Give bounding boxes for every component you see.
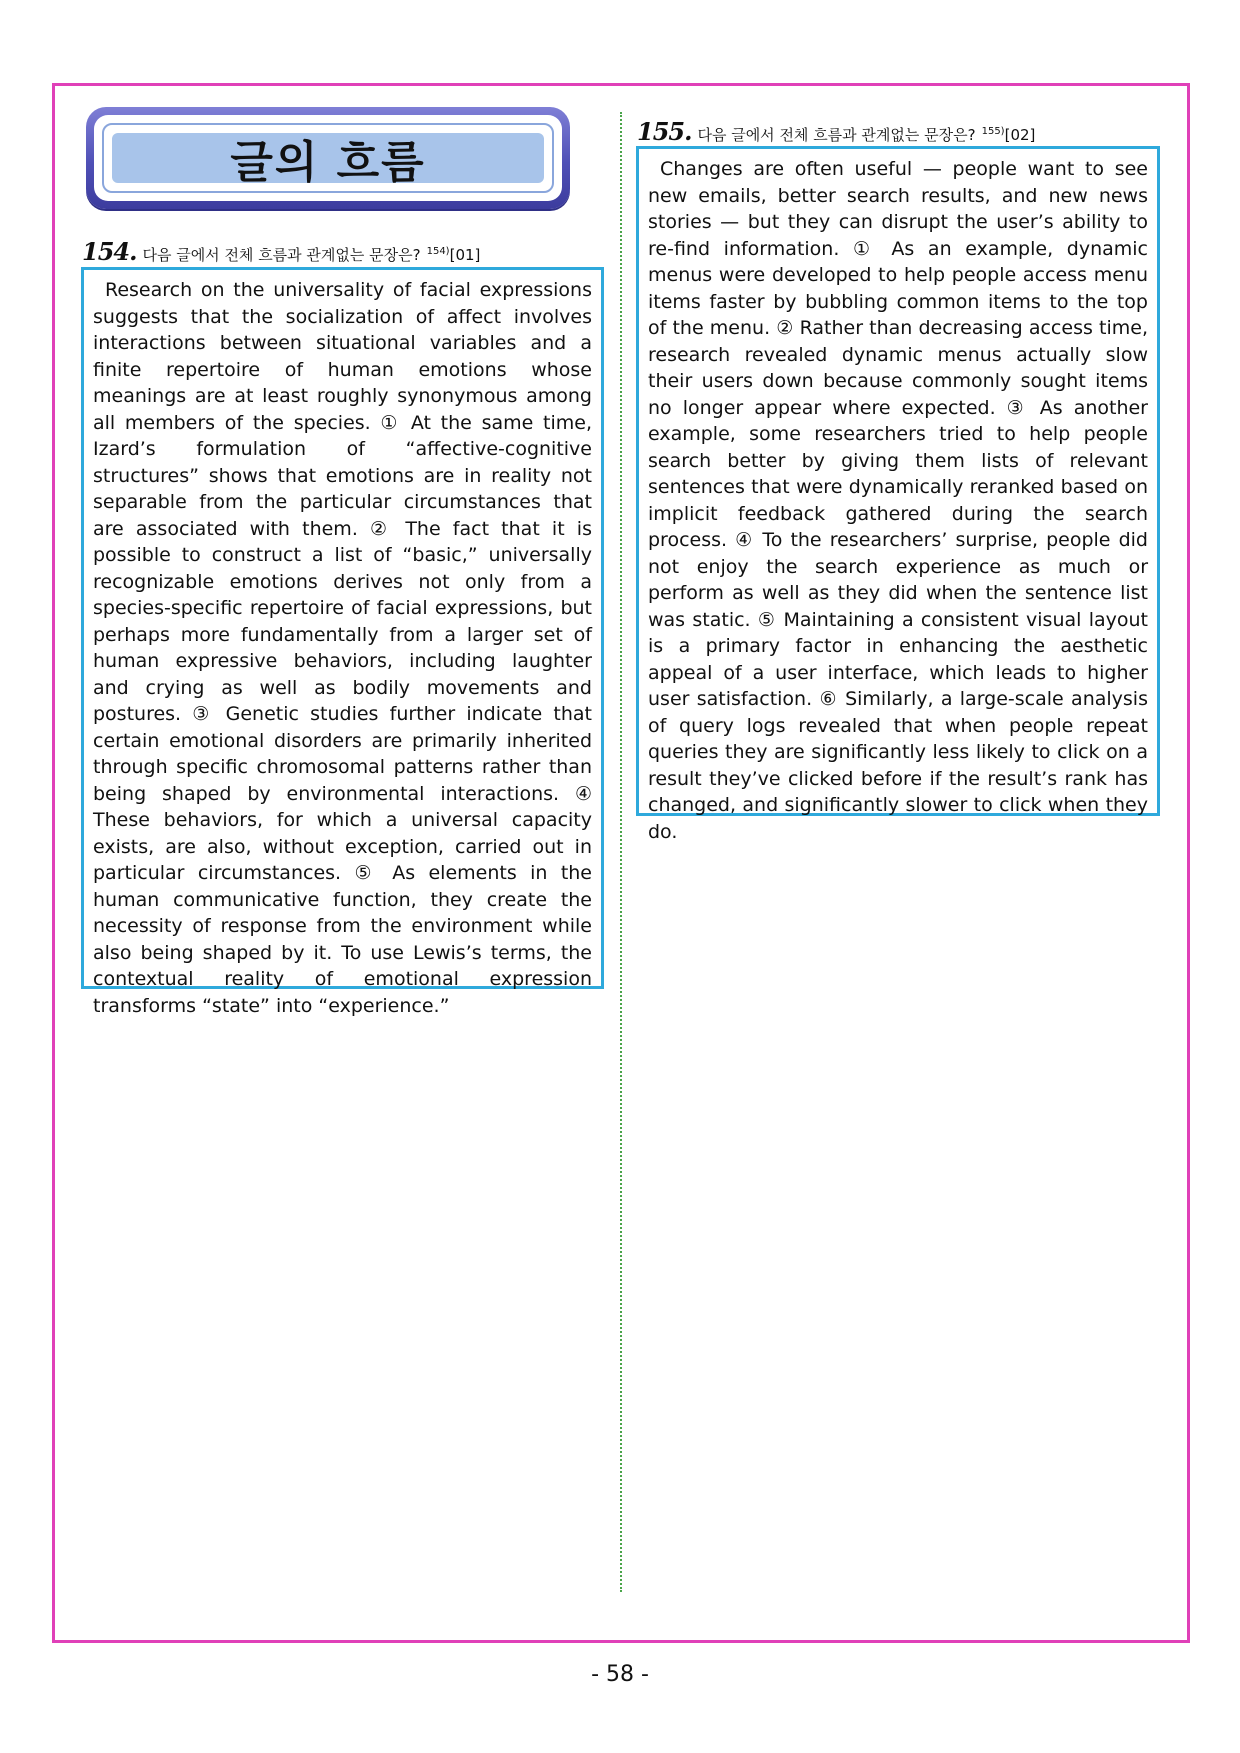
question-number: 155. [637, 117, 692, 146]
section-title: 글의 흐름 [230, 137, 426, 188]
question-code: [01] [449, 246, 481, 264]
question-header-154 [82, 237, 480, 266]
question-prompt: 다음 글에서 전체 흐름과 관계없는 문장은? [142, 246, 421, 264]
column-divider [620, 112, 622, 1592]
question-code: [02] [1004, 126, 1036, 144]
question-header-155 [637, 117, 1035, 146]
passage-box-155 [636, 146, 1160, 843]
footnote-ref: 154) [426, 246, 450, 257]
page-number: - 58 - [591, 1662, 649, 1687]
section-title-banner [86, 107, 570, 209]
passage-box-154 [81, 267, 604, 1017]
passage-text: Changes are often useful — people want to see new emails, better search results, and new news stories — but they can disrupt the user’s ability to re-find information. ① As an example, dynamic menus were developed to help people access menu items faster by bubbling common items to the top of the menu. ② Rather than decreasing access time, research revealed dynamic menus actually slow their users down because commonly sought items no longer appear where expected. ③ As another example, some researchers tried to help people search better by giving them lists of relevant sentences that were dynamically reranked based on implicit feedback gathered during the search process. ④ To the researchers’ surprise, people did not enjoy the search experience as much or perform as well as they did when the sentence list was static. ⑤ Maintaining a consistent visual layout is a primary factor in enhancing the aesthetic appeal of a user interface, which leads to higher user satisfaction. ⑥ Similarly, a large-scale analysis of query logs revealed that when people repeat queries they are significantly less likely to click on a result they’ve clicked before if the result’s rank has changed, and significantly slower to click when they do. [648, 158, 1148, 843]
question-prompt: 다음 글에서 전체 흐름과 관계없는 문장은? [697, 126, 976, 144]
passage-text: Research on the universality of facial expressions suggests that the socialization of affect involves interactions between situational variables and a finite repertoire of human emotions whose meanings are at least roughly synonymous among all members of the species. ① At the same time, Izard’s formulation of “affective-cognitive structures” shows that emotions are in reality not separable from the particular circumstances that are associated with them. ② The fact that it is possible to construct a list of “basic,” universally recognizable emotions derives not only from a species-specific repertoire of facial expressions, but perhaps more fundamentally from a larger set of human expressive behaviors, including laughter and crying as well as bodily movements and postures. ③ Genetic studies further indicate that certain emotional disorders are primarily inherited through specific chromosomal patterns rather than being shaped by environmental interactions. ④ These behaviors, for which a universal capacity exists, are also, without exception, carried out in particular circumstances. ⑤ As elements in the human communicative function, they create the necessity of response from the environment while also being shaped by it. To use Lewis’s terms, the contextual reality of emotional expression transforms “state” into “experience.” [93, 279, 592, 1017]
footnote-ref: 155) [981, 126, 1005, 137]
question-number: 154. [82, 237, 137, 266]
